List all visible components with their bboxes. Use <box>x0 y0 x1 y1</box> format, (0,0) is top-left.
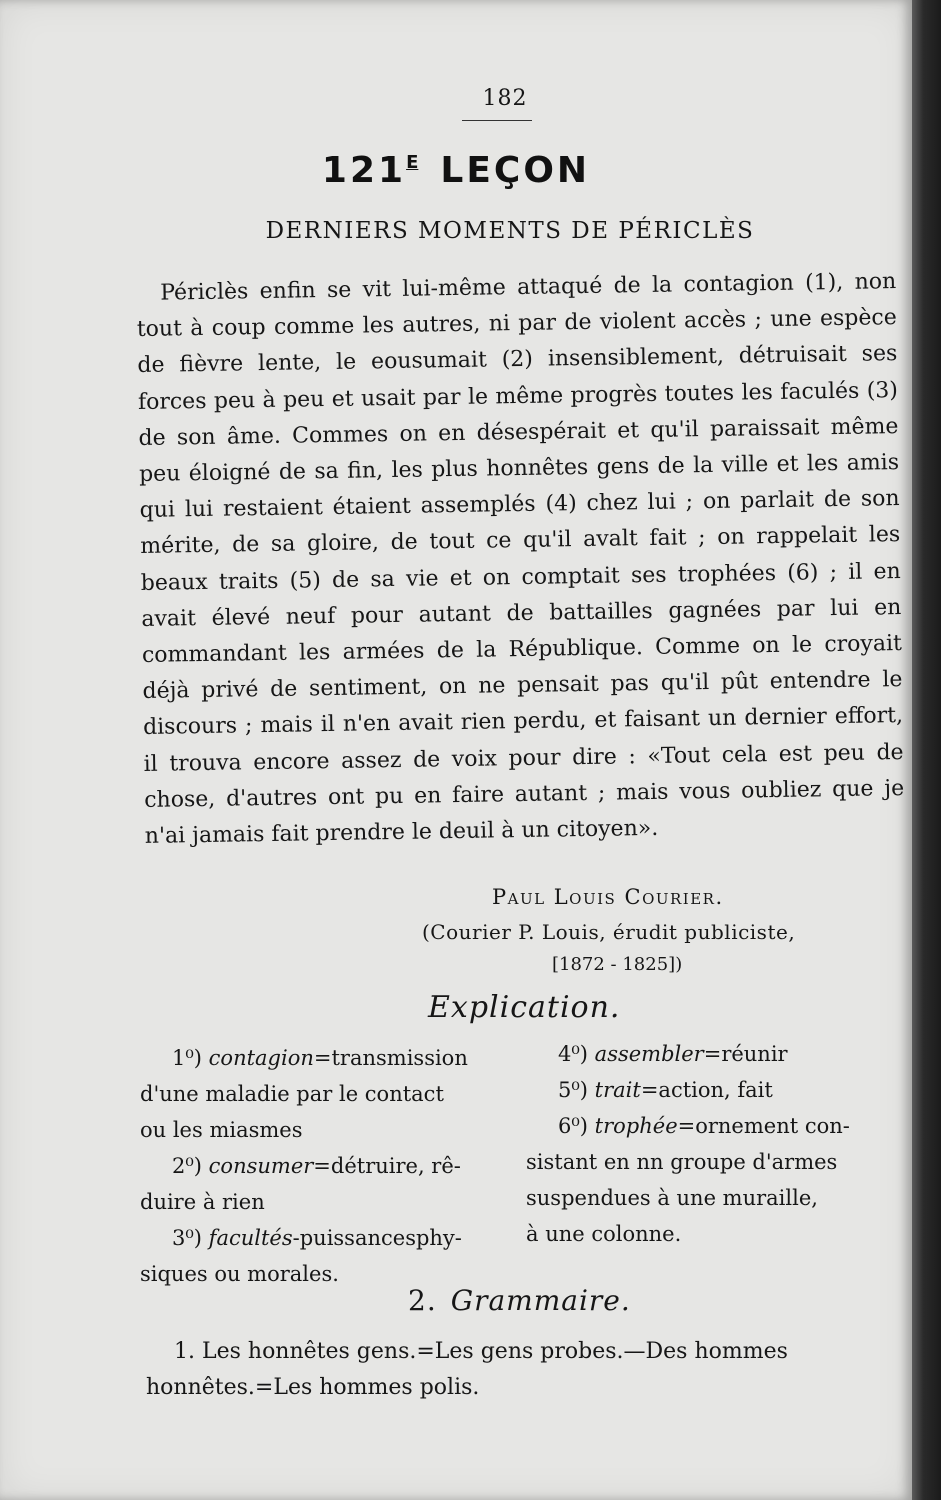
lesson-heading: DERNIERS MOMENTS DE PÉRICLÈS <box>265 218 755 244</box>
item-continuation: d'une maladie par le contact <box>140 1082 444 1106</box>
item-number: 5⁰) <box>558 1078 588 1102</box>
book-spine <box>912 0 941 1500</box>
main-text: Périclès enfin se vit lui-même attaqué de la contagion (1), non tout à coup comme les autres, ni par de violent accès ; une espèce de fièvre lente, le eousumait (2) insensiblement, détruisait ses forces peu à peu et usait par le même progrès toutes les faculés (3) de son âme. Commes on en désespérait et qu'il paraissait même peu éloigné de sa fin, les plus honnêtes gens de la ville et les amis qui lui restaient étaient assemplés (4) chez lui ; on parlait de son mérite, de sa gloire, de tout ce qu'il avalt fait ; on rappelait les beaux traits (5) de sa vie et on comptait ses trophées (6) ; il en avait élevé neuf pour autant de battailles gagnées par lui en commandant les armées de la République. Comme on le croyait déjà privé de sentiment, on ne pensait pas qu'il pût entendre le discours ; mais il n'en avait rien perdu, et faisant un dernier effort, il trouva encore assez de voix pour dire : «Tout cela est peu de chose, d'autres ont pu en faire autant ; mais vous oubliez que je n'ai jamais fait prendre le deuil à un citoyen». <box>136 269 905 849</box>
item-continuation: siques ou morales. <box>140 1262 339 1286</box>
signature-note: (Courier P. Louis, érudit publiciste, <box>422 920 796 944</box>
item-number: 1⁰) <box>172 1046 202 1070</box>
item-continuation: ou les miasmes <box>140 1118 303 1142</box>
explication-item <box>526 1108 906 1252</box>
explication-title: Explication. <box>428 990 621 1025</box>
item-definition: -puissancesphy- <box>292 1226 462 1250</box>
lesson-title <box>0 150 912 191</box>
page-number-rule <box>462 120 532 121</box>
item-definition: =ornement con- <box>677 1114 850 1138</box>
item-definition: =transmission <box>313 1046 468 1070</box>
explication-item <box>526 1072 906 1108</box>
item-term: trait <box>594 1078 641 1102</box>
grammar-text <box>146 1334 906 1406</box>
grammar-item: 1. Les honnêtes gens.=Les gens probes.—Des hommes honnêtes.=Les hommes polis. <box>146 1339 788 1400</box>
lesson-number: 121 <box>321 150 407 191</box>
item-definition: =réunir <box>703 1042 788 1066</box>
explication-item <box>140 1220 520 1292</box>
item-term: facultés <box>208 1226 293 1250</box>
signature-author: Paul Louis Courier. <box>492 885 724 909</box>
item-continuation: duire à rien <box>140 1190 265 1214</box>
item-number: 3⁰) <box>172 1226 202 1250</box>
lesson-number-suffix: E <box>406 152 419 173</box>
item-term: consumer <box>208 1154 314 1178</box>
item-continuation: sistant en nn groupe d'armes <box>526 1150 838 1174</box>
grammar-title <box>408 1284 631 1317</box>
grammar-number: 2. <box>408 1284 437 1317</box>
explication-right-column <box>526 1036 906 1252</box>
explication-item <box>526 1036 906 1072</box>
item-continuation: suspendues à une muraille, <box>526 1186 818 1210</box>
lesson-word: LEÇON <box>440 150 591 191</box>
item-continuation: à une colonne. <box>526 1222 682 1246</box>
item-number: 2⁰) <box>172 1154 202 1178</box>
item-term: trophée <box>594 1114 678 1138</box>
page-number: 182 <box>482 86 528 111</box>
item-number: 6⁰) <box>558 1114 588 1138</box>
explication-left-column <box>140 1040 520 1292</box>
signature-dates: [1872 - 1825]) <box>552 954 683 975</box>
item-term: assembler <box>594 1042 704 1066</box>
item-definition: =détruire, rê- <box>313 1154 461 1178</box>
item-term: contagion <box>208 1046 314 1070</box>
explication-item <box>140 1148 520 1220</box>
item-definition: =action, fait <box>640 1078 773 1102</box>
explication-item <box>140 1040 520 1148</box>
item-number: 4⁰) <box>558 1042 588 1066</box>
grammar-title-text: Grammaire. <box>450 1284 631 1317</box>
